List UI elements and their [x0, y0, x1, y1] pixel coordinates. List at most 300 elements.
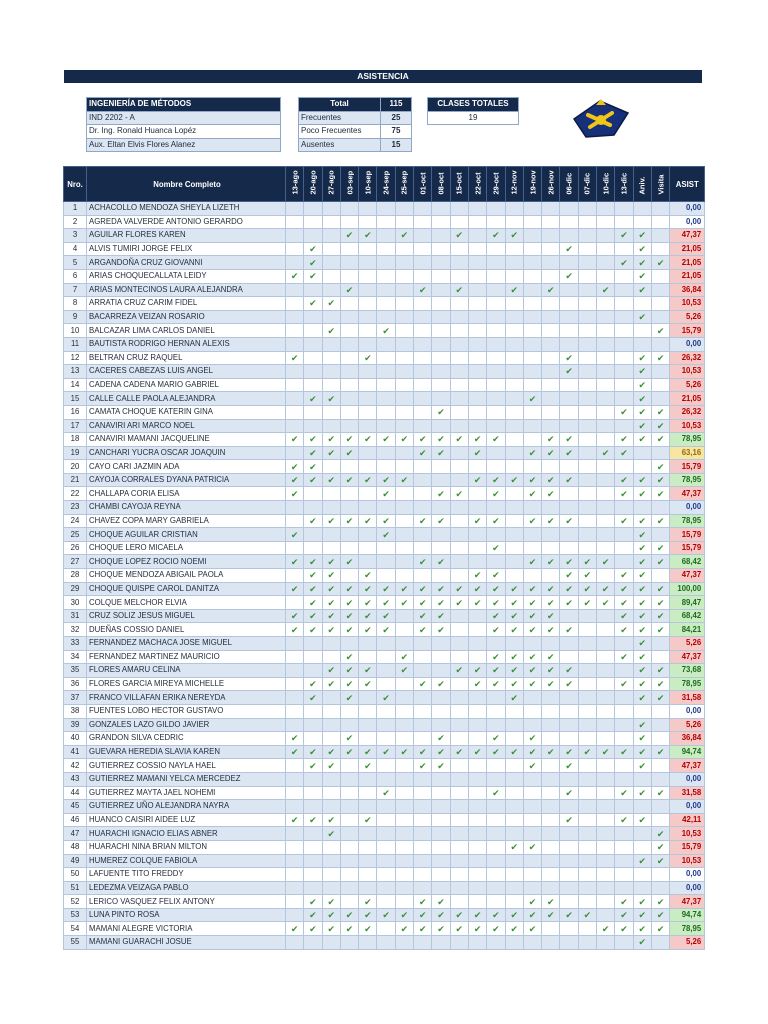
attendance-cell: [450, 718, 468, 732]
check-icon: ✔: [473, 747, 482, 758]
attendance-cell: [523, 365, 541, 379]
attendance-cell: [286, 514, 304, 528]
attendance-cell: [505, 487, 523, 501]
attendance-cell: [523, 732, 541, 746]
attendance-cell: [322, 297, 340, 311]
attendance-cell: [450, 297, 468, 311]
check-icon: ✔: [290, 529, 299, 540]
attendance-cell: [395, 800, 413, 814]
attendance-cell: [450, 569, 468, 583]
attendance-cell: [322, 623, 340, 637]
table-row: [64, 664, 705, 678]
attendance-cell: [286, 745, 304, 759]
student-name: FUENTES LOBO HECTOR GUSTAVO: [87, 704, 286, 718]
check-icon: ✔: [364, 923, 372, 934]
attendance-cell: [450, 514, 468, 528]
attendance-cell: [505, 772, 523, 786]
attendance-cell: [340, 623, 358, 637]
attendance-cell: [542, 215, 560, 229]
attendance-cell: [414, 215, 432, 229]
attendance-cell: [304, 405, 322, 419]
col-date-header: Aniv.: [633, 167, 651, 202]
check-icon: ✔: [309, 679, 317, 690]
attendance-cell: [286, 840, 304, 854]
col-date-header: 29-oct: [487, 167, 505, 202]
attendance-cell: [578, 419, 596, 433]
attendance-cell: [395, 514, 413, 528]
attendance-cell: [523, 881, 541, 895]
attendance-cell: [523, 637, 541, 651]
attendance-cell: [450, 501, 468, 515]
attendance-cell: [597, 569, 615, 583]
attendance-cell: [615, 732, 633, 746]
attendance-cell: [286, 501, 304, 515]
attendance-cell: [450, 868, 468, 882]
attendance-percent: 78,95: [670, 433, 705, 447]
attendance-cell: [505, 501, 523, 515]
attendance-percent: 100,00: [670, 582, 705, 596]
check-icon: ✔: [620, 407, 628, 418]
attendance-cell: [651, 772, 669, 786]
attendance-cell: [322, 881, 340, 895]
attendance-cell: [286, 596, 304, 610]
attendance-cell: [450, 704, 468, 718]
student-name: ARIAS MONTECINOS LAURA ALEJANDRA: [87, 283, 286, 297]
table-row: [64, 528, 705, 542]
attendance-cell: [633, 283, 651, 297]
check-icon: ✔: [656, 556, 665, 567]
attendance-cell: [322, 473, 340, 487]
table-row: [64, 609, 705, 623]
attendance-cell: [359, 310, 377, 324]
attendance-cell: [487, 365, 505, 379]
attendance-cell: [633, 215, 651, 229]
attendance-cell: [340, 677, 358, 691]
check-icon: ✔: [309, 244, 317, 255]
attendance-cell: [468, 813, 486, 827]
attendance-cell: [633, 269, 651, 283]
attendance-cell: [542, 569, 560, 583]
attendance-cell: [414, 718, 432, 732]
attendance-cell: [468, 854, 486, 868]
attendance-cell: [377, 569, 395, 583]
attendance-cell: [414, 895, 432, 909]
attendance-cell: [414, 419, 432, 433]
attendance-cell: [286, 269, 304, 283]
check-icon: ✔: [492, 733, 500, 744]
attendance-cell: [340, 528, 358, 542]
attendance-cell: [560, 473, 578, 487]
table-row: [64, 324, 705, 338]
attendance-cell: [542, 256, 560, 270]
attendance-cell: [651, 745, 669, 759]
attendance-cell: [633, 555, 651, 569]
attendance-cell: [286, 813, 304, 827]
check-icon: ✔: [528, 475, 537, 486]
row-number: 35: [64, 664, 87, 678]
col-date-header: 06-dic: [560, 167, 578, 202]
attendance-cell: [651, 229, 669, 243]
attendance-percent: 15,79: [670, 460, 705, 474]
attendance-cell: [322, 582, 340, 596]
attendance-percent: 63,16: [670, 446, 705, 460]
row-number: 48: [64, 840, 87, 854]
attendance-cell: [542, 487, 560, 501]
attendance-cell: [468, 433, 486, 447]
attendance-cell: [340, 895, 358, 909]
check-icon: ✔: [345, 665, 354, 676]
check-icon: ✔: [601, 583, 610, 594]
check-icon: ✔: [656, 543, 665, 554]
attendance-cell: [377, 446, 395, 460]
attendance-cell: [414, 582, 432, 596]
check-icon: ✔: [528, 597, 537, 608]
attendance-cell: [359, 881, 377, 895]
attendance-cell: [286, 405, 304, 419]
attendance-cell: [450, 283, 468, 297]
attendance-cell: [560, 854, 578, 868]
attendance-cell: [487, 759, 505, 773]
student-name: CALLE CALLE PAOLA ALEJANDRA: [87, 392, 286, 406]
attendance-percent: 0,00: [670, 704, 705, 718]
attendance-cell: [651, 868, 669, 882]
attendance-cell: [414, 392, 432, 406]
attendance-cell: [523, 664, 541, 678]
attendance-cell: [304, 704, 322, 718]
check-icon: ✔: [510, 910, 518, 921]
check-icon: ✔: [565, 352, 573, 363]
total-classes-label: CLASES TOTALES: [428, 98, 519, 112]
attendance-cell: [542, 691, 560, 705]
attendance-cell: [377, 514, 395, 528]
attendance-cell: [359, 419, 377, 433]
attendance-cell: [651, 582, 669, 596]
check-icon: ✔: [547, 679, 555, 690]
check-icon: ✔: [327, 475, 336, 486]
check-icon: ✔: [364, 434, 372, 445]
student-name: BAUTISTA RODRIGO HERNAN ALEXIS: [87, 337, 286, 351]
attendance-cell: [414, 473, 432, 487]
attendance-cell: [560, 569, 578, 583]
check-icon: ✔: [620, 923, 628, 934]
attendance-cell: [615, 229, 633, 243]
attendance-cell: [505, 922, 523, 936]
attendance-cell: [578, 623, 596, 637]
attendance-cell: [395, 908, 413, 922]
check-icon: ✔: [418, 284, 427, 295]
attendance-percent: 36,84: [670, 283, 705, 297]
check-icon: ✔: [638, 923, 647, 934]
attendance-cell: [340, 541, 358, 555]
attendance-cell: [286, 854, 304, 868]
attendance-cell: [615, 868, 633, 882]
student-name: CHOQUE MENDOZA ABIGAIL PAOLA: [87, 569, 286, 583]
attendance-cell: [633, 827, 651, 841]
attendance-cell: [322, 664, 340, 678]
attendance-cell: [505, 854, 523, 868]
student-name: HUMEREZ COLQUE FABIOLA: [87, 854, 286, 868]
check-icon: ✔: [656, 420, 665, 431]
attendance-cell: [505, 637, 523, 651]
col-date-header: 10-sep: [359, 167, 377, 202]
attendance-cell: [633, 881, 651, 895]
check-icon: ✔: [565, 760, 573, 771]
attendance-cell: [505, 936, 523, 950]
attendance-cell: [578, 637, 596, 651]
attendance-cell: [615, 623, 633, 637]
attendance-cell: [615, 609, 633, 623]
attendance-cell: [505, 895, 523, 909]
attendance-cell: [560, 541, 578, 555]
col-date-header: 24-sep: [377, 167, 395, 202]
check-icon: ✔: [656, 611, 665, 622]
attendance-percent: 5,26: [670, 637, 705, 651]
check-icon: ✔: [309, 475, 317, 486]
attendance-cell: [523, 501, 541, 515]
attendance-cell: [468, 242, 486, 256]
attendance-cell: [633, 365, 651, 379]
check-icon: ✔: [455, 583, 464, 594]
attendance-cell: [414, 514, 432, 528]
attendance-cell: [542, 813, 560, 827]
attendance-cell: [322, 501, 340, 515]
check-icon: ✔: [638, 257, 647, 268]
attendance-cell: [597, 405, 615, 419]
attendance-cell: [505, 297, 523, 311]
attendance-cell: [359, 569, 377, 583]
attendance-cell: [304, 215, 322, 229]
attendance-cell: [633, 351, 651, 365]
attendance-cell: [487, 215, 505, 229]
check-icon: ✔: [565, 815, 573, 826]
attendance-cell: [578, 881, 596, 895]
attendance-cell: [322, 528, 340, 542]
check-icon: ✔: [364, 665, 372, 676]
attendance-cell: [578, 433, 596, 447]
attendance-cell: [395, 922, 413, 936]
attendance-cell: [615, 419, 633, 433]
attendance-cell: [542, 827, 560, 841]
attendance-cell: [377, 433, 395, 447]
check-icon: ✔: [528, 624, 537, 635]
attendance-cell: [468, 786, 486, 800]
attendance-cell: [578, 609, 596, 623]
check-icon: ✔: [418, 434, 427, 445]
attendance-cell: [377, 895, 395, 909]
attendance-cell: [377, 623, 395, 637]
faculty-logo-icon: [570, 95, 632, 141]
attendance-cell: [651, 514, 669, 528]
attendance-cell: [542, 283, 560, 297]
check-icon: ✔: [656, 325, 665, 336]
attendance-cell: [414, 854, 432, 868]
attendance-cell: [542, 664, 560, 678]
attendance-cell: [597, 718, 615, 732]
table-row: [64, 704, 705, 718]
attendance-cell: [651, 405, 669, 419]
attendance-cell: [304, 827, 322, 841]
check-icon: ✔: [327, 896, 336, 907]
row-number: 30: [64, 596, 87, 610]
attendance-cell: [340, 202, 358, 216]
row-number: 2: [64, 215, 87, 229]
attendance-cell: [340, 704, 358, 718]
check-icon: ✔: [510, 583, 518, 594]
attendance-cell: [633, 704, 651, 718]
attendance-cell: [633, 405, 651, 419]
attendance-cell: [414, 501, 432, 515]
attendance-cell: [487, 405, 505, 419]
attendance-cell: [340, 569, 358, 583]
attendance-cell: [322, 446, 340, 460]
attendance-cell: [286, 202, 304, 216]
attendance-cell: [523, 215, 541, 229]
attendance-cell: [505, 677, 523, 691]
attendance-cell: [578, 229, 596, 243]
student-name: FLORES GARCIA MIREYA MICHELLE: [87, 677, 286, 691]
attendance-cell: [414, 936, 432, 950]
row-number: 10: [64, 324, 87, 338]
attendance-cell: [523, 650, 541, 664]
check-icon: ✔: [473, 570, 482, 581]
attendance-cell: [487, 704, 505, 718]
attendance-cell: [597, 283, 615, 297]
attendance-cell: [414, 297, 432, 311]
check-icon: ✔: [656, 257, 665, 268]
attendance-cell: [597, 895, 615, 909]
check-icon: ✔: [290, 352, 299, 363]
attendance-cell: [615, 405, 633, 419]
check-icon: ✔: [382, 747, 390, 758]
check-icon: ✔: [638, 366, 647, 377]
attendance-cell: [505, 868, 523, 882]
check-icon: ✔: [364, 815, 372, 826]
attendance-cell: [578, 813, 596, 827]
student-name: HUARACHI NINA BRIAN MILTON: [87, 840, 286, 854]
attendance-cell: [560, 800, 578, 814]
attendance-cell: [578, 677, 596, 691]
attendance-cell: [286, 800, 304, 814]
check-icon: ✔: [382, 529, 390, 540]
check-icon: ✔: [437, 447, 445, 458]
check-icon: ✔: [309, 447, 317, 458]
attendance-cell: [651, 800, 669, 814]
attendance-cell: [651, 378, 669, 392]
check-icon: ✔: [510, 665, 518, 676]
attendance-cell: [377, 528, 395, 542]
attendance-cell: [322, 487, 340, 501]
attendance-cell: [450, 392, 468, 406]
attendance-cell: [432, 419, 450, 433]
attendance-cell: [432, 283, 450, 297]
attendance-cell: [597, 840, 615, 854]
attendance-cell: [304, 392, 322, 406]
student-name: CHOQUE AGUILAR CRISTIAN: [87, 528, 286, 542]
attendance-cell: [523, 514, 541, 528]
attendance-cell: [286, 582, 304, 596]
check-icon: ✔: [638, 380, 647, 391]
check-icon: ✔: [382, 475, 390, 486]
row-number: 49: [64, 854, 87, 868]
attendance-cell: [286, 378, 304, 392]
attendance-cell: [487, 623, 505, 637]
attendance-cell: [597, 324, 615, 338]
attendance-cell: [542, 596, 560, 610]
attendance-cell: [304, 800, 322, 814]
check-icon: ✔: [638, 434, 647, 445]
attendance-cell: [340, 501, 358, 515]
table-row: [64, 351, 705, 365]
attendance-cell: [322, 854, 340, 868]
check-icon: ✔: [583, 570, 592, 581]
attendance-cell: [359, 854, 377, 868]
attendance-cell: [597, 460, 615, 474]
attendance-cell: [450, 759, 468, 773]
check-icon: ✔: [382, 692, 390, 703]
check-icon: ✔: [418, 597, 427, 608]
attendance-cell: [597, 732, 615, 746]
attendance-cell: [304, 868, 322, 882]
check-icon: ✔: [528, 488, 537, 499]
attendance-cell: [359, 446, 377, 460]
attendance-cell: [377, 881, 395, 895]
attendance-cell: [560, 433, 578, 447]
attendance-cell: [414, 813, 432, 827]
check-icon: ✔: [547, 284, 555, 295]
row-number: 32: [64, 623, 87, 637]
attendance-cell: [505, 283, 523, 297]
attendance-cell: [359, 541, 377, 555]
check-icon: ✔: [638, 583, 647, 594]
attendance-cell: [450, 528, 468, 542]
attendance-cell: [340, 242, 358, 256]
attendance-cell: [542, 786, 560, 800]
attendance-cell: [487, 283, 505, 297]
attendance-cell: [633, 840, 651, 854]
attendance-percent: 78,95: [670, 514, 705, 528]
attendance-cell: [377, 772, 395, 786]
attendance-cell: [615, 433, 633, 447]
attendance-cell: [359, 528, 377, 542]
attendance-cell: [597, 555, 615, 569]
attendance-cell: [560, 691, 578, 705]
attendance-cell: [414, 555, 432, 569]
check-icon: ✔: [638, 597, 647, 608]
attendance-cell: [523, 256, 541, 270]
attendance-cell: [633, 297, 651, 311]
attendance-cell: [304, 569, 322, 583]
check-icon: ✔: [620, 515, 628, 526]
attendance-cell: [523, 405, 541, 419]
attendance-cell: [505, 269, 523, 283]
attendance-cell: [505, 541, 523, 555]
attendance-cell: [340, 664, 358, 678]
attendance-cell: [651, 596, 669, 610]
check-icon: ✔: [437, 760, 445, 771]
attendance-cell: [560, 895, 578, 909]
attendance-cell: [578, 365, 596, 379]
student-name: ARGANDOÑA CRUZ GIOVANNI: [87, 256, 286, 270]
check-icon: ✔: [345, 651, 354, 662]
attendance-cell: [487, 908, 505, 922]
check-icon: ✔: [638, 815, 647, 826]
table-row: [64, 691, 705, 705]
attendance-cell: [542, 759, 560, 773]
check-icon: ✔: [565, 583, 573, 594]
attendance-cell: [597, 800, 615, 814]
attendance-cell: [487, 528, 505, 542]
attendance-cell: [340, 922, 358, 936]
